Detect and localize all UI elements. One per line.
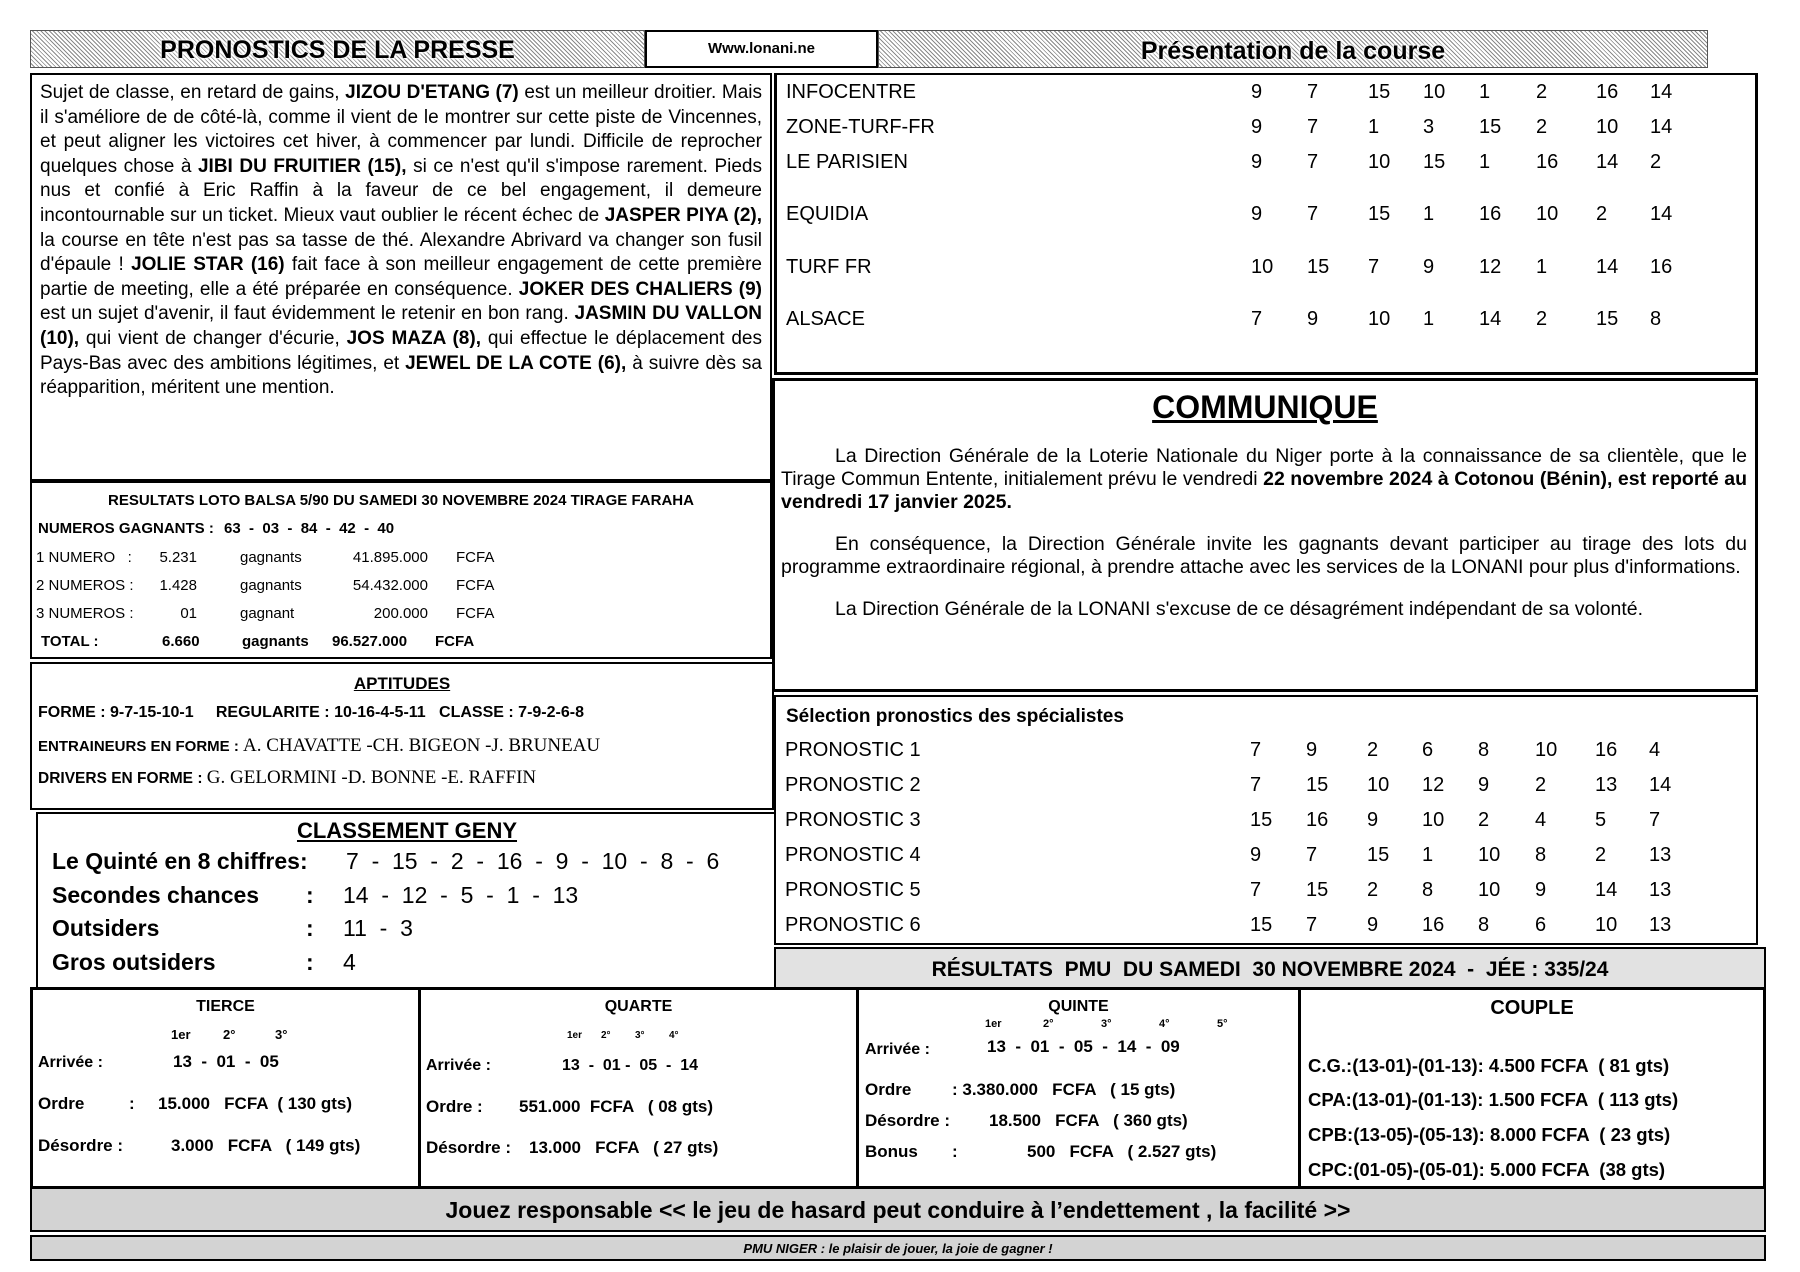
geny-label: Le Quinté en 8 chiffres:	[52, 848, 308, 874]
loto-winning-row	[38, 520, 394, 537]
loto-total-count: 6.660	[162, 633, 200, 650]
pronostic-number: 13	[1649, 914, 1672, 936]
classe-label: CLASSE :	[439, 704, 514, 721]
selection-box	[774, 695, 1758, 945]
header-left-band	[30, 30, 645, 68]
course-title: Présentation de la course	[1140, 37, 1446, 65]
press-title: PRONOSTICS DE LA PRESSE	[160, 36, 515, 64]
pronostic-number: 7	[1250, 774, 1262, 796]
press-number: 1	[1479, 81, 1491, 103]
geny-label: Secondes chances	[52, 882, 260, 908]
loto-count: 1.428	[159, 577, 197, 594]
press-number: 3	[1423, 116, 1435, 138]
press-number: 15	[1368, 81, 1391, 103]
press-number: 7	[1307, 151, 1319, 173]
pronostic-number: 16	[1422, 914, 1445, 936]
pronostic-number: 13	[1595, 774, 1618, 796]
pronostic-number: 2	[1595, 844, 1607, 866]
pronostic-number: 2	[1367, 739, 1379, 761]
aptitudes-entraineurs-row	[38, 735, 600, 757]
aptitudes-drivers-row	[38, 767, 536, 789]
couple-row: CPB:(13-05)-(05-13): 8.000 FCFA ( 23 gts)	[1308, 1124, 1671, 1145]
communique-title: COMMUNIQUE	[1152, 389, 1378, 425]
press-source-name: TURF FR	[786, 256, 872, 278]
quinte-bonus-value: 500 FCFA ( 2.527 gts)	[1027, 1142, 1217, 1161]
pronostic-number: 7	[1306, 914, 1318, 936]
pronostic-number: 2	[1535, 774, 1547, 796]
press-number: 15	[1479, 116, 1502, 138]
press-row	[777, 81, 1755, 109]
press-number: 14	[1596, 151, 1619, 173]
responsible-text: Jouez responsable << le jeu de hasard peut conduire à l’endettement , la facilité >>	[445, 1197, 1351, 1223]
press-text-segment: est un meilleur droitier. Mais il s'améliore de de côté-là, comme il vient de le montrer sur cette piste de Vincennes, et peut aligner les victoires cet hiver, à commencer par lundi. Difficile de reprocher quelques chose à	[40, 82, 762, 177]
tierce-desordre-label: Désordre :	[38, 1136, 124, 1155]
press-number: 15	[1596, 308, 1619, 330]
horse-name: JOKER DES CHALIERS (9)	[518, 278, 762, 300]
press-number: 1	[1479, 151, 1491, 173]
couple-row: CPC:(01-05)-(05-01): 5.000 FCFA (38 gts)	[1308, 1159, 1666, 1180]
tierce-place-label: 2°	[223, 1027, 236, 1042]
pronostic-number: 9	[1367, 809, 1379, 831]
quinte-place-label: 3°	[1101, 1018, 1112, 1030]
press-number: 9	[1251, 81, 1263, 103]
pronostic-number: 4	[1649, 739, 1661, 761]
pronostic-number: 9	[1535, 879, 1547, 901]
aptitudes-title: APTITUDES	[353, 674, 451, 693]
pronostic-number: 6	[1535, 914, 1547, 936]
loto-total-cur: FCFA	[435, 633, 475, 650]
press-number: 1	[1423, 203, 1435, 225]
geny-title: CLASSEMENT GENY	[296, 818, 518, 843]
pronostic-number: 14	[1649, 774, 1672, 796]
tierce-place-label: 3°	[275, 1027, 288, 1042]
pronostic-name: PRONOSTIC 2	[785, 774, 921, 796]
entraineurs-label: ENTRAINEURS EN FORME :	[38, 738, 239, 755]
pronostic-number: 9	[1306, 739, 1318, 761]
press-text-segment: à suivre dès sa réapparition, méritent une mention.	[40, 352, 762, 399]
press-number: 2	[1596, 203, 1608, 225]
press-number: 7	[1251, 308, 1263, 330]
quarte-desordre-label: Désordre :	[426, 1138, 512, 1157]
press-number: 14	[1650, 116, 1673, 138]
press-row	[777, 308, 1755, 336]
pronostic-name: PRONOSTIC 1	[785, 739, 921, 761]
press-number: 9	[1423, 256, 1435, 278]
quarte-place-label: 4°	[669, 1030, 679, 1041]
press-row	[777, 116, 1755, 144]
press-number: 1	[1423, 308, 1435, 330]
quinte-ordre-value: : 3.380.000 FCFA ( 15 gts)	[952, 1080, 1176, 1099]
geny-label: Outsiders	[52, 915, 160, 941]
results-banner	[774, 947, 1766, 989]
geny-value: 14 - 12 - 5 - 1 - 13	[343, 882, 579, 908]
loto-title: RESULTATS LOTO BALSA 5/90 DU SAMEDI 30 NOVEMBRE 2024 TIRAGE FARAHA	[108, 492, 694, 509]
loto-amount: 54.432.000	[352, 577, 428, 594]
press-number: 15	[1307, 256, 1330, 278]
geny-value: 4	[343, 949, 356, 975]
quarte-place-label: 3°	[635, 1030, 645, 1041]
quinte-bonus-label: Bonus	[865, 1142, 918, 1161]
pronostic-number: 2	[1367, 879, 1379, 901]
slogan-text: PMU NIGER : le plaisir de jouer, la joie de gagner !	[743, 1241, 1053, 1256]
results-banner-text: RÉSULTATS PMU DU SAMEDI 30 NOVEMBRE 2024 - JÉE : 335/24	[931, 958, 1609, 981]
press-text-segment: Sujet de classe, en retard de gains,	[40, 82, 346, 103]
loto-cur: FCFA	[456, 549, 495, 566]
pronostic-number: 9	[1367, 914, 1379, 936]
loto-word: gagnants	[240, 577, 302, 594]
press-text-segment: si ce n'est qu'il s'impose rarement. Pieds nus et confié à Eric Raffin à la faveur de ce bel engagement, il demeure incontournable sur un ticket. Mieux vaut oublier le récent échec de	[40, 155, 762, 226]
pronostic-row	[776, 914, 1756, 942]
pronostic-number: 10	[1535, 739, 1558, 761]
pronostic-number: 5	[1595, 809, 1607, 831]
communique-p1-bold: 22 novembre 2024 à Cotonou (Bénin), est reporté au vendredi 17 janvier 2025.	[781, 468, 1747, 513]
quinte-bonus-colon: :	[952, 1142, 958, 1161]
loto-winning-numbers: 63 - 03 - 84 - 42 - 40	[224, 520, 395, 537]
aptitudes-forme-row	[38, 704, 584, 722]
quinte-title: QUINTE	[1048, 998, 1109, 1015]
pronostic-number: 2	[1478, 809, 1490, 831]
site-link[interactable]: Www.lonani.ne	[645, 30, 878, 68]
press-source-name: LE PARISIEN	[786, 151, 908, 173]
tierce-title: TIERCE	[196, 998, 255, 1015]
communique-paragraph-3: La Direction Générale de la LONANI s'excuse de ce désagrément indépendant de sa volonté.	[835, 598, 1644, 620]
quinte-place-label: 2°	[1043, 1018, 1054, 1030]
couple-row: C.G.:(13-01)-(01-13): 4.500 FCFA ( 81 gts)	[1308, 1055, 1670, 1076]
quinte-desordre-value: 18.500 FCFA ( 360 gts)	[989, 1111, 1188, 1130]
press-number: 16	[1479, 203, 1502, 225]
horse-name: JOLIE STAR (16)	[131, 254, 285, 276]
couple-cell	[1301, 990, 1763, 1186]
press-text-segment: qui effectue le déplacement des Pays-Bas avec des ambitions légitimes, et	[40, 327, 762, 374]
pronostic-number: 8	[1535, 844, 1547, 866]
forme-value: 9-7-15-10-1	[110, 704, 194, 721]
press-number: 1	[1536, 256, 1548, 278]
press-row	[777, 256, 1755, 284]
quinte-place-label: 5°	[1217, 1018, 1228, 1030]
pronostic-number: 8	[1478, 739, 1490, 761]
press-number: 16	[1596, 81, 1619, 103]
pronostic-number: 10	[1478, 879, 1501, 901]
pronostic-number: 15	[1250, 914, 1273, 936]
quinte-ordre-label: Ordre	[865, 1080, 912, 1099]
geny-value: 11 - 3	[343, 915, 413, 941]
press-number: 10	[1536, 203, 1559, 225]
tierce-place-label: 1er	[171, 1027, 191, 1042]
horse-name: JASPER PIYA (2),	[604, 204, 763, 226]
pronostic-row	[776, 879, 1756, 907]
loto-label: 2 NUMEROS :	[36, 577, 134, 594]
pronostic-number: 10	[1422, 809, 1445, 831]
regularite-value: 10-16-4-5-11	[334, 704, 426, 721]
pronostic-number: 15	[1306, 774, 1329, 796]
pronostic-number: 1	[1422, 844, 1434, 866]
loto-total-amount: 96.527.000	[332, 633, 408, 650]
pronostic-number: 7	[1306, 844, 1318, 866]
pronostic-row	[776, 739, 1756, 767]
tierce-arrivee-label: Arrivée :	[38, 1054, 103, 1071]
pronostic-number: 15	[1250, 809, 1273, 831]
pronostic-number: 10	[1367, 774, 1390, 796]
entraineurs-value: A. CHAVATTE -CH. BIGEON -J. BRUNEAU	[243, 735, 601, 756]
pronostic-number: 9	[1478, 774, 1490, 796]
pronostic-number: 8	[1478, 914, 1490, 936]
press-number: 14	[1479, 308, 1502, 330]
communique-paragraph-2: En conséquence, la Direction Générale invite les gagnants devant participer au tirage des lots du programme extraordinaire régional, à prendre attache avec les services de la LONANI pour plus d'informations.	[781, 533, 1747, 578]
press-number: 9	[1251, 116, 1263, 138]
press-number: 10	[1368, 308, 1391, 330]
pronostic-number: 10	[1478, 844, 1501, 866]
loto-amount: 41.895.000	[352, 549, 428, 566]
couple-row: CPA:(13-01)-(01-13): 1.500 FCFA ( 113 gts)	[1308, 1089, 1679, 1110]
press-number: 2	[1536, 116, 1548, 138]
loto-amount: 200.000	[373, 605, 428, 622]
press-row	[777, 203, 1755, 231]
horse-name: JASMIN DU VALLON (10),	[40, 303, 762, 349]
press-predictions-table	[774, 73, 1758, 375]
press-article	[30, 73, 772, 481]
press-number: 15	[1368, 203, 1391, 225]
geny-value: 7 - 15 - 2 - 16 - 9 - 10 - 8 - 6	[346, 848, 720, 874]
couple-title: COUPLE	[1490, 997, 1574, 1019]
quinte-arrivee-value: 13 - 01 - 05 - 14 - 09	[987, 1037, 1180, 1056]
press-number: 14	[1650, 203, 1673, 225]
loto-cur: FCFA	[456, 577, 495, 594]
pronostic-row	[776, 809, 1756, 837]
loto-label: 1 NUMERO :	[36, 549, 132, 566]
forme-label: FORME :	[38, 704, 106, 721]
press-number: 16	[1536, 151, 1559, 173]
pronostic-name: PRONOSTIC 6	[785, 914, 921, 936]
pronostic-row	[776, 844, 1756, 872]
drivers-value: G. GELORMINI -D. BONNE -E. RAFFIN	[206, 767, 537, 788]
aptitudes-box	[30, 662, 774, 810]
tierce-ordre-value: 15.000 FCFA ( 130 gts)	[158, 1094, 352, 1113]
press-number: 7	[1307, 81, 1319, 103]
pronostic-number: 7	[1649, 809, 1661, 831]
geny-colon: :	[306, 882, 314, 908]
pronostic-number: 13	[1649, 844, 1672, 866]
tierce-arrivee-value: 13 - 01 - 05	[173, 1052, 279, 1071]
results-grid	[30, 987, 1766, 1189]
loto-results	[30, 481, 772, 659]
press-number: 10	[1368, 151, 1391, 173]
press-number: 14	[1596, 256, 1619, 278]
loto-winning-label: NUMEROS GAGNANTS :	[38, 520, 214, 537]
press-text-segment: fait face à son meilleur engagement de cette première partie de meeting, elle a été préparée en conséquence.	[40, 254, 762, 300]
press-text-segment: la course en tête n'est pas sa tasse de thé. Alexandre Abrivard va changer son fusil d'épaule !	[40, 229, 762, 276]
press-text-segment: est un sujet d'avenir, il faut évidemment le retenir en bon rang.	[40, 303, 575, 325]
communique-box	[772, 378, 1758, 692]
press-number: 16	[1650, 256, 1673, 278]
horse-name: JIZOU D'ETANG (7)	[345, 82, 519, 103]
tierce-cell	[33, 990, 421, 1186]
communique-paragraph-1	[781, 445, 1747, 514]
loto-total-word: gagnants	[242, 633, 309, 650]
loto-word: gagnant	[240, 605, 295, 622]
pronostic-name: PRONOSTIC 4	[785, 844, 921, 866]
press-number: 9	[1307, 308, 1319, 330]
pronostic-name: PRONOSTIC 3	[785, 809, 921, 831]
pronostic-number: 14	[1595, 879, 1618, 901]
quarte-place-label: 1er	[567, 1030, 583, 1041]
communique-p1-text: La Direction Générale de la Loterie Nationale du Niger porte à la connaissance de sa clientèle, que le Tirage Commun Entente, initialement prévu le vendredi	[781, 445, 1747, 490]
quarte-cell	[421, 990, 859, 1186]
quinte-place-label: 4°	[1159, 1018, 1170, 1030]
pronostic-number: 15	[1367, 844, 1390, 866]
pronostic-number: 10	[1595, 914, 1618, 936]
drivers-label: DRIVERS EN FORME :	[38, 770, 203, 787]
loto-total-label: TOTAL :	[41, 633, 99, 650]
quarte-place-label: 2°	[601, 1030, 611, 1041]
pronostic-number: 9	[1250, 844, 1262, 866]
quarte-arrivee-label: Arrivée :	[426, 1057, 491, 1074]
press-source-name: EQUIDIA	[786, 203, 869, 225]
press-source-name: ALSACE	[786, 308, 865, 330]
horse-name: JEWEL DE LA COTE (6),	[405, 352, 627, 374]
tierce-desordre-value: 3.000 FCFA ( 149 gts)	[171, 1136, 361, 1155]
tierce-ordre-label: Ordre	[38, 1094, 85, 1113]
press-number: 10	[1251, 256, 1274, 278]
press-number: 7	[1307, 116, 1319, 138]
press-number: 8	[1650, 308, 1662, 330]
pronostic-number: 7	[1250, 879, 1262, 901]
tierce-ordre-colon: :	[129, 1094, 135, 1113]
press-number: 9	[1251, 151, 1263, 173]
pronostic-number: 6	[1422, 739, 1434, 761]
press-number: 15	[1423, 151, 1446, 173]
loto-count: 01	[180, 605, 197, 622]
press-source-name: INFOCENTRE	[786, 81, 916, 103]
press-number: 10	[1596, 116, 1619, 138]
press-source-name: ZONE-TURF-FR	[786, 116, 935, 138]
loto-cur: FCFA	[456, 605, 495, 622]
horse-name: JOS MAZA (8),	[346, 327, 481, 349]
press-row	[777, 151, 1755, 179]
loto-count: 5.231	[159, 549, 197, 566]
pronostic-number: 8	[1422, 879, 1434, 901]
press-number: 2	[1536, 308, 1548, 330]
pronostic-number: 7	[1250, 739, 1262, 761]
loto-word: gagnants	[240, 549, 302, 566]
quarte-desordre-value: 13.000 FCFA ( 27 gts)	[529, 1138, 719, 1157]
pronostic-number: 16	[1595, 739, 1618, 761]
press-number: 2	[1650, 151, 1662, 173]
pronostic-number: 16	[1306, 809, 1329, 831]
press-number: 7	[1307, 203, 1319, 225]
quarte-ordre-value: 551.000 FCFA ( 08 gts)	[519, 1097, 713, 1116]
press-text-segment: qui vient de changer d'écurie,	[79, 327, 347, 349]
horse-name: JIBI DU FRUITIER (15),	[197, 155, 407, 177]
press-number: 14	[1650, 81, 1673, 103]
slogan-banner	[30, 1235, 1766, 1261]
quinte-arrivee-label: Arrivée :	[865, 1041, 930, 1058]
pronostic-number: 13	[1649, 879, 1672, 901]
press-number: 2	[1536, 81, 1548, 103]
regularite-label: REGULARITE :	[215, 704, 330, 721]
quarte-ordre-label: Ordre :	[426, 1097, 483, 1116]
selection-title: Sélection pronostics des spécialistes	[786, 706, 1124, 727]
loto-label: 3 NUMEROS :	[36, 605, 134, 622]
press-number: 7	[1368, 256, 1380, 278]
press-paragraph	[40, 81, 762, 401]
quinte-desordre-label: Désordre :	[865, 1111, 951, 1130]
press-number: 12	[1479, 256, 1502, 278]
pronostic-number: 15	[1306, 879, 1329, 901]
quarte-arrivee-value: 13 - 01 - 05 - 14	[562, 1057, 699, 1074]
press-number: 9	[1251, 203, 1263, 225]
pronostic-row	[776, 774, 1756, 802]
pronostic-number: 12	[1422, 774, 1445, 796]
quinte-cell	[859, 990, 1301, 1186]
press-number: 10	[1423, 81, 1446, 103]
geny-label: Gros outsiders	[52, 949, 216, 975]
pronostic-name: PRONOSTIC 5	[785, 879, 921, 901]
quinte-place-label: 1er	[985, 1018, 1002, 1030]
geny-colon: :	[306, 949, 314, 975]
press-number: 1	[1368, 116, 1380, 138]
classe-value: 7-9-2-6-8	[518, 704, 584, 721]
geny-colon: :	[306, 915, 314, 941]
communique-body	[781, 445, 1747, 621]
quarte-title: QUARTE	[604, 998, 673, 1015]
responsible-banner	[30, 1189, 1766, 1232]
geny-box	[36, 812, 776, 988]
pronostic-number: 4	[1535, 809, 1547, 831]
header-right-band	[878, 30, 1708, 68]
